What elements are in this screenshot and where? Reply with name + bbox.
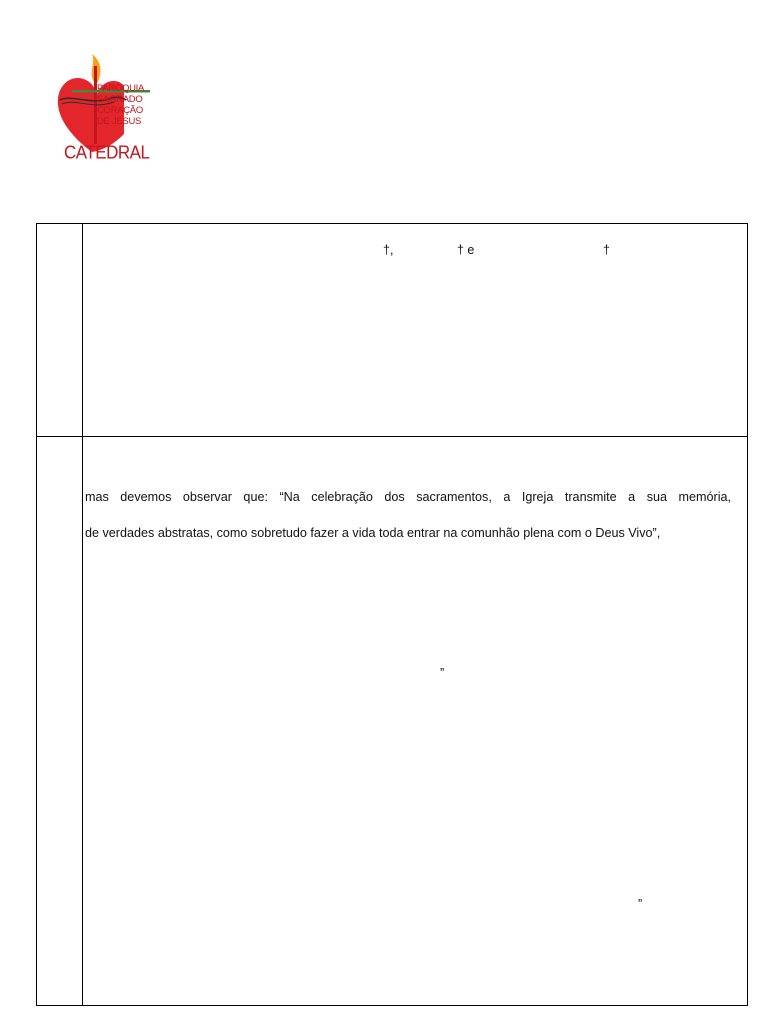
document-table — [36, 223, 748, 1006]
dagger-mark-2: † e — [457, 243, 475, 257]
dagger-mark-3: † — [603, 243, 610, 257]
row-divider — [37, 436, 747, 437]
logo-text-line-2: SAGRADO — [97, 94, 143, 105]
dagger-mark-1: †, — [383, 243, 394, 257]
closing-quote-1: ” — [440, 666, 445, 680]
logo-text-line-4: DE JESUS — [97, 116, 142, 127]
logo-text-line-1: PARÓQUIA — [97, 83, 145, 94]
paragraph-line-1: mas devemos observar que: “Na celebração dos sacramentos, a Igreja transmite a sua memória, — [85, 490, 731, 504]
logo-wordmark: CATEDRAL — [64, 142, 150, 163]
closing-quote-2: ” — [638, 897, 643, 911]
logo-text-line-3: CORAÇÃO — [97, 105, 143, 116]
paragraph-line-2: de verdades abstratas, como sobretudo fazer a vida toda entrar na comunhão plena com o Deus Vivo”, — [85, 526, 661, 540]
column-divider — [82, 224, 83, 1005]
